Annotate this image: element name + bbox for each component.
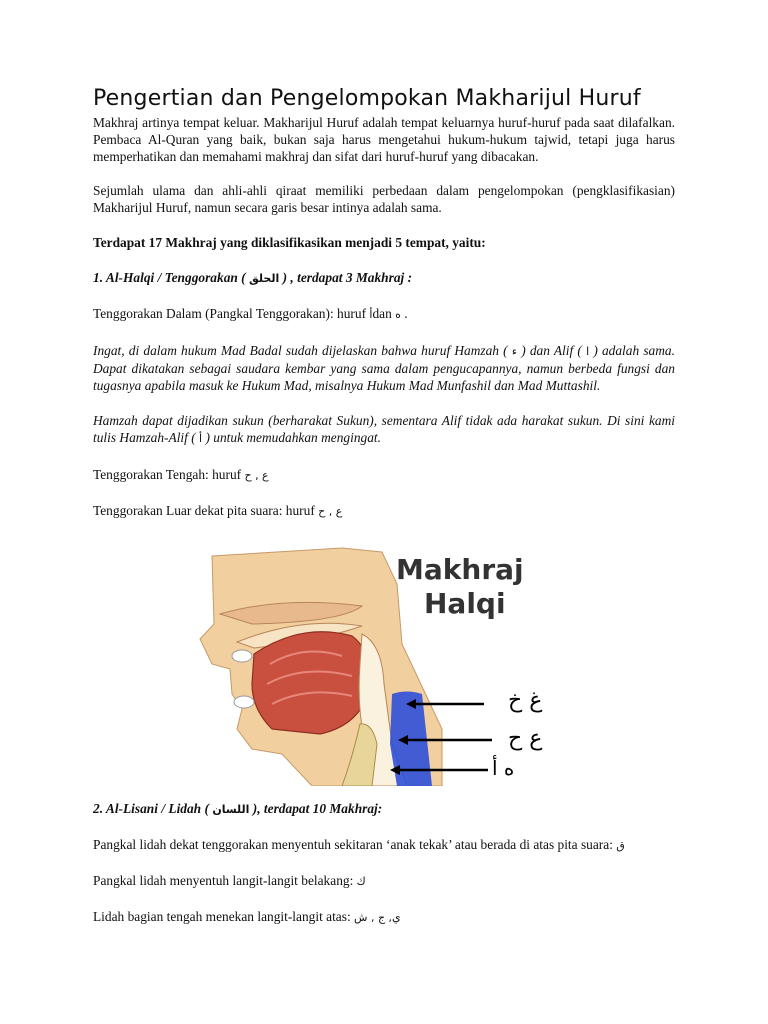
pangkal2-text: Pangkal lidah menyentuh langit-langit belakang: xyxy=(93,873,354,888)
arabic-hamzah-alif: أ xyxy=(199,432,203,445)
arabic-ya-jim-syin: ي, ج , ش xyxy=(354,911,401,924)
hamzah-text-a: Hamzah dapat dijadikan sukun (berharakat Sukun), sementara Alif tidak ada harakat sukun. Di sini kami tulis Hamzah-Alif ( xyxy=(93,413,675,445)
figure-title-halqi: Halqi xyxy=(424,587,506,620)
paragraph-ingat xyxy=(93,342,675,394)
heading-al-lisani-text-b: ), terdapat 10 Makhraj: xyxy=(252,801,383,816)
arabic-hamzah: ء xyxy=(511,345,518,358)
arabic-ha: ه xyxy=(395,308,401,321)
arabic-ain-ha: ع , ح xyxy=(244,469,269,482)
makhraj-halqi-illustration xyxy=(192,544,576,786)
document-body-lower xyxy=(93,800,675,926)
heading-al-lisani-text-a: 2. Al-Lisani / Lidah ( xyxy=(93,801,209,816)
figure-label-ha-hamzah: ه أ xyxy=(492,756,515,780)
hamzah-text-b: ) untuk memudahkan mengingat. xyxy=(205,430,381,445)
ingat-text-c: ) adalah sama. Dapat dikatakan sebagai saudara kembar yang sama dalam pengucapannya, namun berbeda fungsi dan tugasnya apabila masuk ke Hukum Mad, misalnya Hukum Mad Munfashil dan Mad Muttashil. xyxy=(93,343,675,393)
paragraph-terdapat: Terdapat 17 Makhraj yang diklasifikasikan menjadi 5 tempat, yaitu: xyxy=(93,235,486,250)
pangkal1-text: Pangkal lidah dekat tenggorakan menyentuh sekitaran ‘anak tekak’ atau berada di atas pita suara: xyxy=(93,837,613,852)
heading-al-halqi xyxy=(93,269,675,287)
arabic-al-halqi: الحلق xyxy=(249,272,280,285)
dalam-text-a: Tenggorakan Dalam (Pangkal Tenggorakan): huruf xyxy=(93,306,367,321)
arabic-alif-hamzah: أ xyxy=(369,308,373,321)
paragraph-lidah-tengah xyxy=(93,908,675,926)
tengah-text-a: Tenggorakan Tengah: huruf xyxy=(93,467,242,482)
paragraph-ulama: Sejumlah ulama dan ahli-ahli qiraat memiliki perbedaan dalam pengelompokan (pengklasifikasian) Makharijul Huruf, namun secara garis besar intinya adalah sama. xyxy=(93,183,675,215)
ingat-text-a: Ingat, di dalam hukum Mad Badal sudah dijelaskan bahwa huruf Hamzah ( xyxy=(93,343,508,358)
paragraph-hamzah xyxy=(93,412,675,447)
figure-label-ghain-kha: غ خ xyxy=(508,688,543,713)
dalam-text-b: dan xyxy=(372,306,392,321)
tengah2-text: Lidah bagian tengah menekan langit-langit atas: xyxy=(93,909,351,924)
heading-al-lisani xyxy=(93,800,675,818)
arabic-ain-ha-2: ع , ح xyxy=(318,505,343,518)
figure-title-makhraj: Makhraj xyxy=(396,553,524,586)
arabic-kaf: ك xyxy=(356,875,366,888)
page-title: Pengertian dan Pengelompokan Makharijul Huruf xyxy=(93,86,641,111)
paragraph-tenggorakan-dalam xyxy=(93,305,675,323)
paragraph-tenggorakan-luar xyxy=(93,502,675,520)
heading-al-halqi-text-b: ) , terdapat 3 Makhraj : xyxy=(282,270,413,285)
arabic-alif: ا xyxy=(586,345,590,358)
heading-al-halqi-text-a: 1. Al-Halqi / Tenggorakan ( xyxy=(93,270,246,285)
paragraph-pangkal-lidah-1 xyxy=(93,836,675,854)
ingat-text-b: ) dan Alif ( xyxy=(521,343,582,358)
paragraph-intro: Makhraj artinya tempat keluar. Makharijul Huruf adalah tempat keluarnya huruf-huruf pada saat dilafalkan. Pembaca Al-Quran yang baik, bukan saja harus mengetahui hukum-hukum tajwid, tetapi juga harus memperhatikan dan memahami makhraj dan sifat dari huruf-huruf yang dibacakan. xyxy=(93,115,675,164)
arabic-al-lisan: اللسان xyxy=(212,803,250,816)
paragraph-tenggorakan-tengah xyxy=(93,466,675,484)
figure-label-ain-ha: ع ح xyxy=(508,726,543,751)
paragraph-pangkal-lidah-2 xyxy=(93,872,675,890)
luar-text-a: Tenggorakan Luar dekat pita suara: huruf xyxy=(93,503,315,518)
dalam-text-c: . xyxy=(404,306,408,321)
arabic-qaf: ق xyxy=(616,839,625,852)
document-body xyxy=(93,84,675,520)
